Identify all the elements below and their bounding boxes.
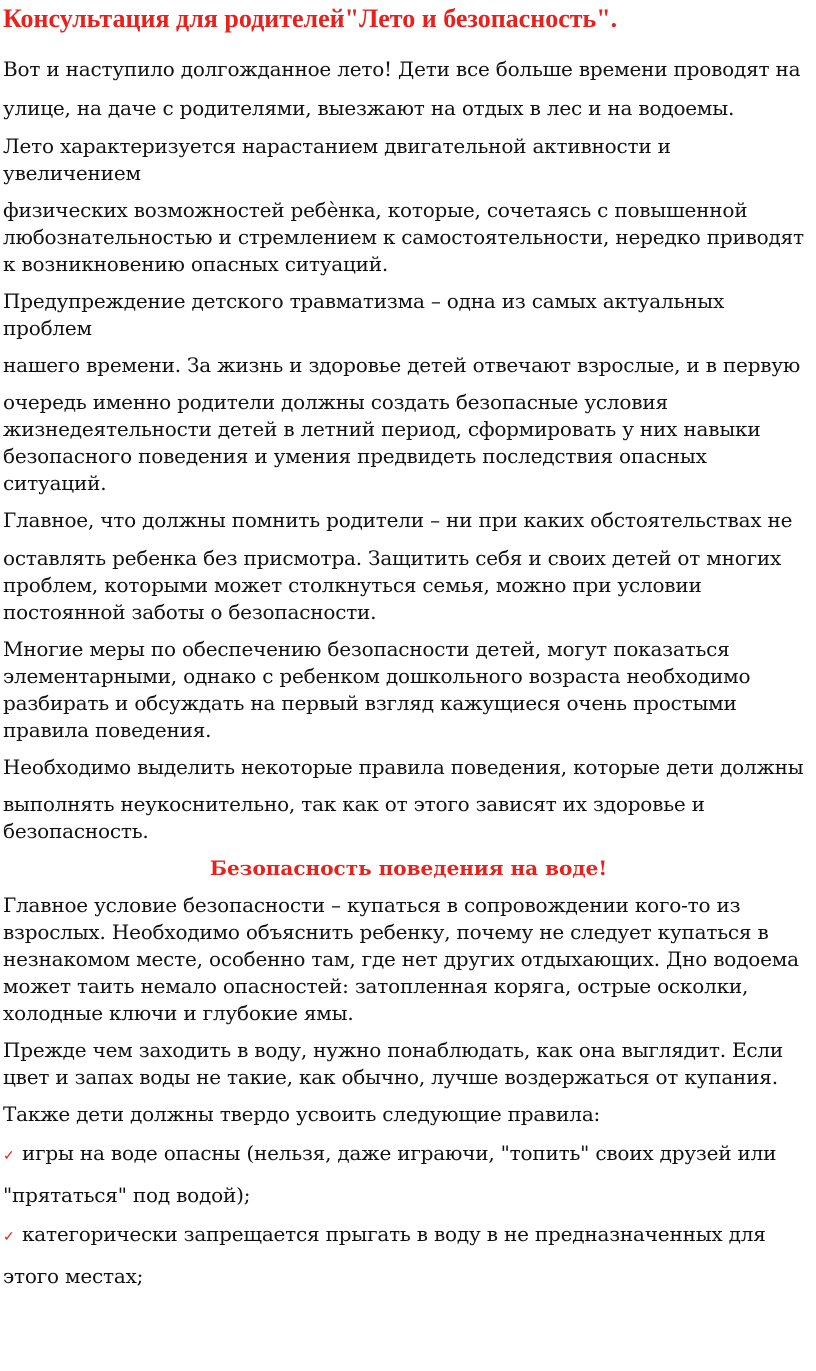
paragraph: очередь именно родители должны создать безопасные условия жизнедеятельности детей в летний период, сформировать у них навыки безопасного поведения и умения предвидеть последствия опасных ситуаций. xyxy=(3,390,761,495)
checkmark-icon: ✓ xyxy=(3,1148,15,1164)
paragraph: физических возможностей ребѐнка, которые, сочетаясь с повышенной любознательностью и стремлением к самостоятельности, нередко приводят к возникновению опасных ситуаций. xyxy=(3,198,804,276)
paragraph: Необходимо выделить некоторые правила поведения, которые дети должны xyxy=(3,755,804,779)
rule-item xyxy=(3,1221,814,1251)
section-title: Безопасность поведения на воде! xyxy=(209,856,608,880)
rule-text: игры на воде опасны (нельзя, даже играючи, "топить" своих друзей или xyxy=(22,1141,777,1165)
rule-item-continuation: этого местах; xyxy=(3,1264,144,1288)
paragraph: Также дети должны твердо усвоить следующие правила: xyxy=(3,1102,601,1126)
paragraph: Главное, что должны помнить родители – ни при каких обстоятельствах не xyxy=(3,508,793,532)
paragraph: улице, на даче с родителями, выезжают на отдых в лес и на водоемы. xyxy=(3,96,735,120)
paragraph: Главное условие безопасности – купаться в сопровождении кого-то из взрослых. Необходимо объяснить ребенку, почему не следует купаться в незнакомом месте, особенно там, где нет других отдыхающих. Дно водоема может таить немало опасностей: затопленная коряга, острые осколки, холодные ключи и глубокие ямы. xyxy=(3,893,799,1025)
paragraph: Многие меры по обеспечению безопасности детей, могут показаться элементарными, однако с ребенком дошкольного возраста необходимо разбирать и обсуждать на первый взгляд кажущиеся очень простыми правила поведения. xyxy=(3,637,751,742)
rule-text: категорически запрещается прыгать в воду в не предназначенных для xyxy=(22,1222,766,1246)
paragraph: нашего времени. За жизнь и здоровье детей отвечают взрослые, и в первую xyxy=(3,353,801,377)
paragraph: Предупреждение детского травматизма – одна из самых актуальных проблем xyxy=(3,289,725,340)
paragraph: Лето характеризуется нарастанием двигательной активности и увеличением xyxy=(3,134,671,185)
checkmark-icon: ✓ xyxy=(3,1229,15,1245)
paragraph: Вот и наступило долгожданное лето! Дети все больше времени проводят на xyxy=(3,57,801,81)
paragraph: выполнять неукоснительно, так как от этого зависят их здоровье и безопасность. xyxy=(3,792,705,843)
rule-item-continuation: "прятаться" под водой); xyxy=(3,1183,251,1207)
rule-item xyxy=(3,1140,814,1170)
paragraph: оставлять ребенка без присмотра. Защитить себя и своих детей от многих проблем, которыми может столкнуться семья, можно при условии постоянной заботы о безопасности. xyxy=(3,546,782,624)
paragraph: Прежде чем заходить в воду, нужно понаблюдать, как она выглядит. Если цвет и запах воды не такие, как обычно, лучше воздержаться от купания. xyxy=(3,1038,784,1089)
document-title: Консультация для родителей"Лето и безопасность". xyxy=(3,4,618,33)
